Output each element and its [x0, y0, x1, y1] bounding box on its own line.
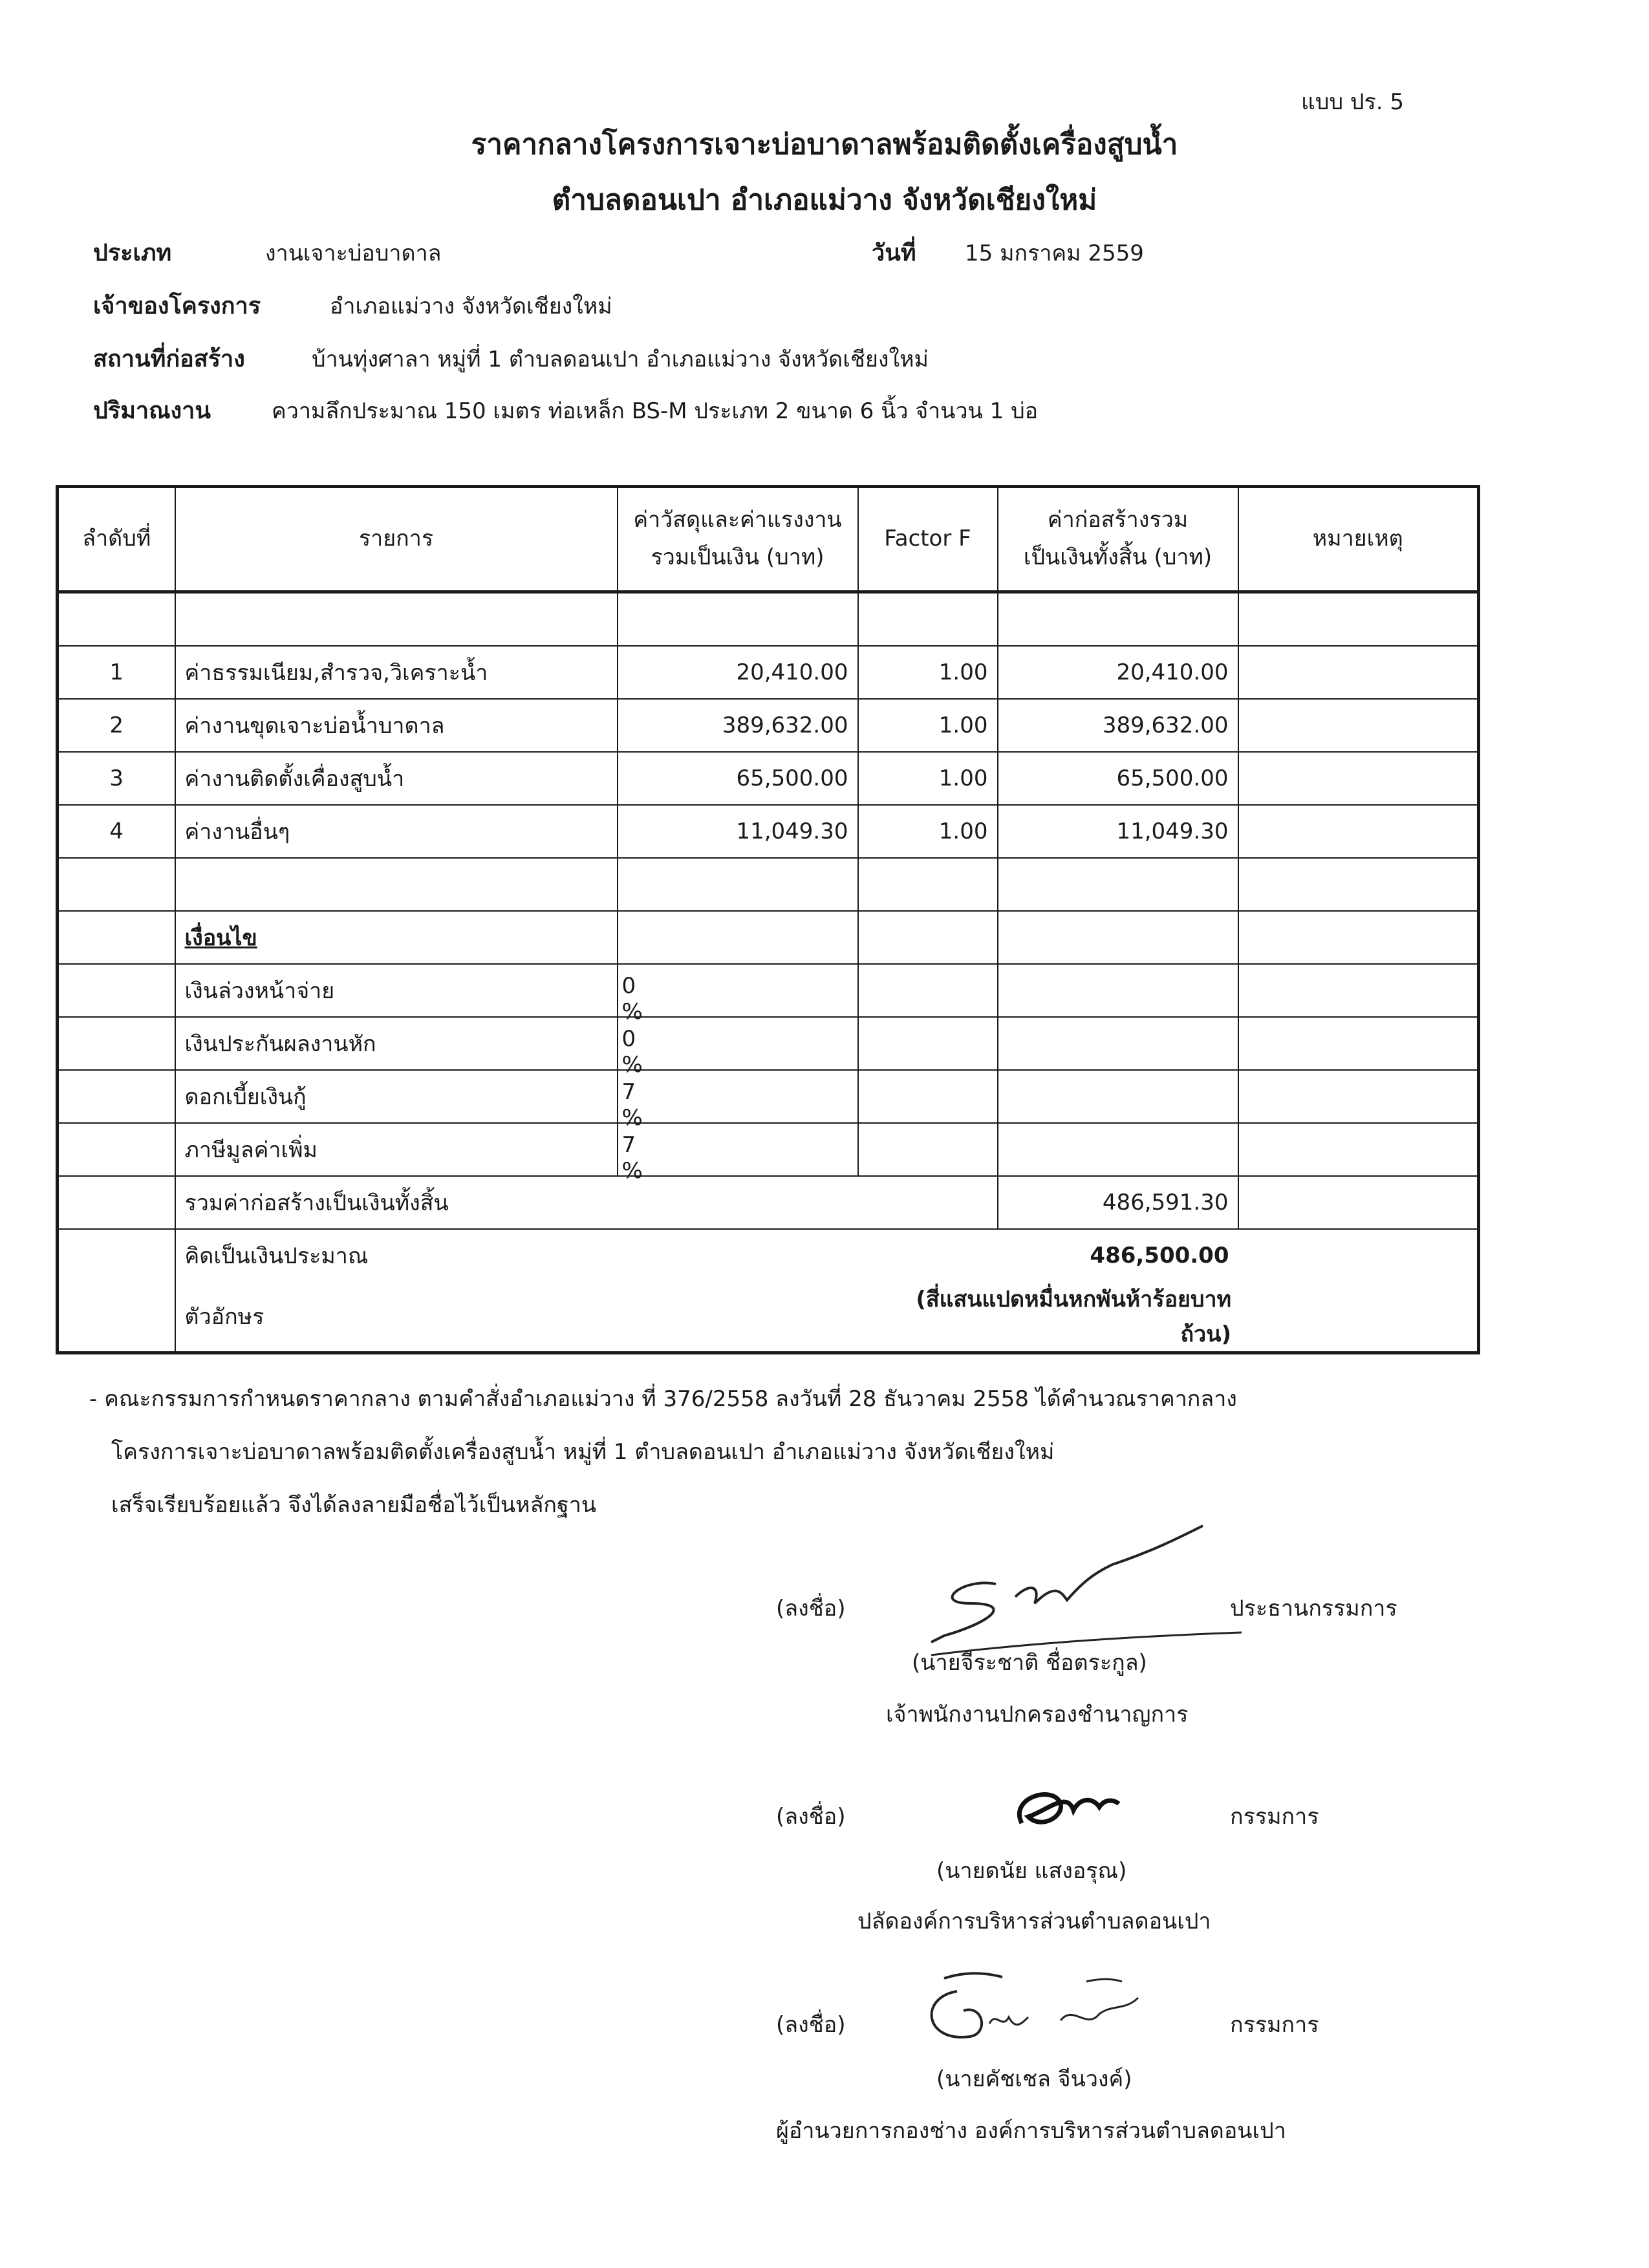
signer-name-3: (นายคัชเชล จีนวงค์) [936, 2066, 1132, 2092]
condition-value: 7 % [621, 1132, 643, 1184]
row-total: 389,632.00 [998, 699, 1238, 752]
condition-value: 7 % [621, 1079, 643, 1131]
grand-total-row [58, 1176, 1479, 1229]
row-total: 65,500.00 [998, 752, 1238, 805]
header-total [998, 487, 1238, 592]
header-item: รายการ [175, 487, 618, 592]
site-label: สถานที่ก่อสร้าง [93, 346, 245, 372]
header-total-line2: เป็นเงินทั้งสิ้น (บาท) [1023, 544, 1212, 570]
row-total: 11,049.30 [998, 805, 1238, 858]
sign-label-1: (ลงชื่อ) [776, 1596, 846, 1621]
table-header-row [58, 487, 1479, 592]
row-material: 11,049.30 [618, 805, 858, 858]
row-no: 3 [58, 752, 175, 805]
estimate-value: 486,500.00 [998, 1229, 1238, 1281]
letters-row [58, 1281, 1479, 1353]
signer-name-2: (นายดนัย แสงอรุณ) [936, 1858, 1127, 1884]
header-factor: Factor F [858, 487, 998, 592]
grand-total-label: รวมค่าก่อสร้างเป็นเงินทั้งสิ้น [175, 1176, 998, 1229]
condition-label: ดอกเบี้ยเงินกู้ [184, 1084, 307, 1110]
date-label: วันที่ [872, 240, 916, 266]
row-remark [1238, 805, 1479, 858]
table-row [58, 752, 1479, 805]
header-no: ลำดับที่ [58, 487, 175, 592]
condition-label: เงินประกันผลงานหัก [184, 1031, 376, 1057]
owner-value: อำเภอแม่วาง จังหวัดเชียงใหม่ [330, 294, 612, 319]
header-total-line1: ค่าก่อสร้างรวม [1047, 507, 1189, 533]
sign-label-3: (ลงชื่อ) [776, 2012, 846, 2038]
letters-value: (สี่แสนแปดหมื่นหกพันห้าร้อยบาทถ้วน) [858, 1281, 1479, 1353]
estimate-row [58, 1229, 1479, 1281]
note-line-3: เสร็จเรียบร้อยแล้ว จึงได้ลงลายมือชื่อไว้เป็นหลักฐาน [111, 1492, 597, 1518]
note-line-2: โครงการเจาะบ่อบาดาลพร้อมติดตั้งเครื่องสูบน้ำ หมู่ที่ 1 ตำบลดอนเปา อำเภอแม่วาง จังหวัดเชียงใหม่ [111, 1439, 1055, 1465]
form-code: แบบ ปร. 5 [1301, 89, 1404, 115]
estimate-label: คิดเป็นเงินประมาณ [175, 1229, 998, 1281]
note-line-1: - คณะกรรมการกำหนดราคากลาง ตามคำสั่งอำเภอแม่วาง ที่ 376/2558 ลงวันที่ 28 ธันวาคม 2558 ได้คำนวณราคากลาง [89, 1386, 1237, 1412]
signature-image-2 [1002, 1771, 1132, 1843]
condition-row [58, 964, 1479, 1017]
row-item: ค่างานอื่นๆ [175, 805, 618, 858]
signer-position-3: ผู้อำนวยการกองช่าง องค์การบริหารส่วนตำบลดอนเปา [776, 2118, 1286, 2144]
role-2: กรรมการ [1230, 1804, 1319, 1830]
signer-position-1: เจ้าพนักงานปกครองชำนาญการ [886, 1702, 1189, 1728]
header-material-line1: ค่าวัสดุและค่าแรงงาน [633, 507, 842, 533]
row-no: 2 [58, 699, 175, 752]
row-factor: 1.00 [858, 699, 998, 752]
condition-row [58, 1070, 1479, 1123]
row-remark [1238, 646, 1479, 699]
conditions-header-row [58, 911, 1479, 964]
condition-label: ภาษีมูลค่าเพิ่ม [184, 1137, 318, 1163]
row-factor: 1.00 [858, 646, 998, 699]
condition-value: 0 % [621, 1026, 643, 1078]
quantity-label: ปริมาณงาน [93, 398, 211, 424]
date-value: 15 มกราคม 2559 [965, 241, 1144, 266]
row-remark [1238, 752, 1479, 805]
site-value: บ้านทุ่งศาลา หมู่ที่ 1 ตำบลดอนเปา อำเภอแม่วาง จังหวัดเชียงใหม่ [312, 347, 929, 372]
condition-value: 0 % [621, 973, 643, 1025]
condition-label: เงินล่วงหน้าจ่าย [184, 978, 335, 1004]
type-label: ประเภท [93, 240, 172, 266]
grand-total-value: 486,591.30 [998, 1176, 1238, 1229]
quantity-value: ความลึกประมาณ 150 เมตร ท่อเหล็ก BS-M ประเภท 2 ขนาด 6 นิ้ว จำนวน 1 บ่อ [272, 398, 1039, 424]
row-material: 65,500.00 [618, 752, 858, 805]
signer-name-1: (นายจีระชาติ ชื่อตระกูล) [912, 1650, 1147, 1676]
condition-row [58, 1017, 1479, 1070]
table-row [58, 646, 1479, 699]
cost-table [56, 485, 1480, 1354]
signer-position-2: ปลัดองค์การบริหารส่วนตำบลดอนเปา [857, 1909, 1211, 1934]
row-item: ค่างานติดตั้งเคื่องสูบน้ำ [175, 752, 618, 805]
row-remark [1238, 699, 1479, 752]
conditions-header: เงื่อนไข [175, 911, 618, 964]
row-total: 20,410.00 [998, 646, 1238, 699]
row-factor: 1.00 [858, 752, 998, 805]
row-material: 20,410.00 [618, 646, 858, 699]
row-item: ค่างานขุดเจาะบ่อน้ำบาดาล [175, 699, 618, 752]
role-3: กรรมการ [1230, 2012, 1319, 2038]
row-factor: 1.00 [858, 805, 998, 858]
header-remark: หมายเหตุ [1238, 487, 1479, 592]
table-row-blank [58, 858, 1479, 911]
condition-row [58, 1123, 1479, 1176]
header-material-line2: รวมเป็นเงิน (บาท) [651, 544, 824, 570]
row-item: ค่าธรรมเนียม,สำรวจ,วิเคราะน้ำ [175, 646, 618, 699]
document-subtitle: ตำบลดอนเปา อำเภอแม่วาง จังหวัดเชียงใหม่ [552, 184, 1097, 217]
sign-label-2: (ลงชื่อ) [776, 1804, 846, 1830]
owner-label: เจ้าของโครงการ [93, 293, 261, 319]
signature-image-3 [905, 1952, 1164, 2056]
table-row [58, 805, 1479, 858]
letters-label: ตัวอักษร [175, 1281, 858, 1353]
header-material [618, 487, 858, 592]
row-no: 1 [58, 646, 175, 699]
type-value: งานเจาะบ่อบาดาล [265, 241, 442, 266]
role-1: ประธานกรรมการ [1230, 1596, 1397, 1621]
table-row-blank [58, 592, 1479, 647]
document-title: ราคากลางโครงการเจาะบ่อบาดาลพร้อมติดตั้งเครื่องสูบน้ำ [471, 128, 1178, 161]
row-material: 389,632.00 [618, 699, 858, 752]
row-no: 4 [58, 805, 175, 858]
table-row [58, 699, 1479, 752]
